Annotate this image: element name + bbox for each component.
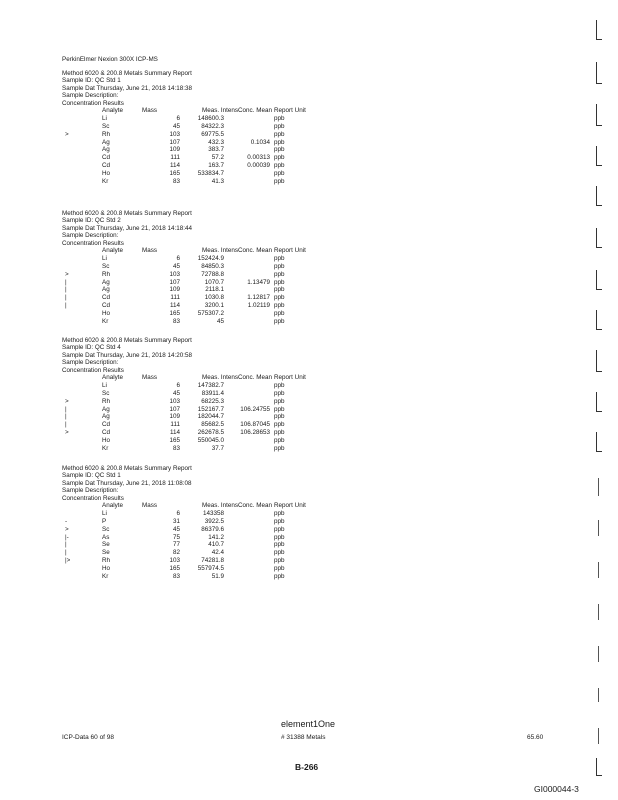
analyte-cell: Li bbox=[102, 114, 107, 122]
column-header-row bbox=[62, 374, 402, 382]
document-id: GI000044-3 bbox=[534, 784, 579, 794]
mass-cell: 6 bbox=[176, 254, 180, 262]
row-flag: | bbox=[65, 549, 67, 557]
mass-cell: 82 bbox=[172, 549, 180, 557]
table-row bbox=[62, 406, 402, 414]
unit-cell: ppb bbox=[274, 389, 285, 397]
analyte-cell: Kr bbox=[102, 444, 109, 452]
company-logo: element1One bbox=[281, 719, 336, 729]
unit-cell: ppb bbox=[274, 130, 285, 138]
table-row bbox=[62, 421, 402, 429]
mass-cell: 165 bbox=[169, 310, 180, 318]
sample-id: Sample ID: QC Std 1 bbox=[62, 472, 121, 480]
conc-cell: 1.13479 bbox=[247, 278, 270, 286]
mass-cell: 109 bbox=[169, 286, 180, 294]
row-flag: | bbox=[65, 302, 67, 310]
mass-cell: 45 bbox=[172, 389, 180, 397]
unit-cell: ppb bbox=[274, 310, 285, 318]
row-flag: > bbox=[65, 130, 69, 138]
analyte-cell: As bbox=[102, 533, 110, 541]
row-flag: |- bbox=[65, 533, 69, 541]
table-row bbox=[62, 510, 402, 518]
bates-number: B-266 bbox=[295, 762, 319, 772]
col-conc: Conc. Mean bbox=[238, 246, 272, 254]
analyte-cell: Ag bbox=[102, 278, 110, 286]
table-row bbox=[62, 445, 402, 453]
mass-cell: 114 bbox=[169, 162, 180, 170]
intensity-cell: 141.2 bbox=[208, 533, 224, 541]
col-mass: Mass bbox=[142, 373, 158, 381]
mass-cell: 75 bbox=[172, 533, 180, 541]
results-label: Concentration Results bbox=[62, 99, 124, 107]
intensity-cell: 143358 bbox=[202, 509, 224, 517]
unit-cell: ppb bbox=[274, 413, 285, 421]
row-flag: | bbox=[65, 405, 67, 413]
intensity-cell: 57.2 bbox=[211, 154, 224, 162]
sample-description: Sample Description: bbox=[62, 359, 119, 367]
intensity-cell: 85682.5 bbox=[201, 421, 224, 429]
sample-date: Sample Dat Thursday, June 21, 2018 14:20:58 bbox=[62, 351, 192, 359]
conc-cell: 106.28653 bbox=[240, 429, 270, 437]
table-row bbox=[62, 178, 402, 186]
scan-edge-mark bbox=[596, 392, 603, 412]
table-row bbox=[62, 526, 402, 534]
analyte-cell: Ag bbox=[102, 146, 110, 154]
analyte-cell: Kr bbox=[102, 572, 109, 580]
mass-cell: 165 bbox=[169, 565, 180, 573]
intensity-cell: 86379.6 bbox=[201, 525, 224, 533]
analyte-cell: Ag bbox=[102, 413, 110, 421]
table-row bbox=[62, 390, 402, 398]
table-row bbox=[62, 294, 402, 302]
mass-cell: 77 bbox=[172, 541, 180, 549]
unit-cell: ppb bbox=[274, 294, 285, 302]
table-row bbox=[62, 302, 402, 310]
unit-cell: ppb bbox=[274, 429, 285, 437]
unit-cell: ppb bbox=[274, 262, 285, 270]
conc-cell: 1.02119 bbox=[247, 302, 270, 310]
analyte-cell: Rh bbox=[102, 397, 111, 405]
col-intensity: Meas. Intens bbox=[202, 373, 239, 381]
table-row bbox=[62, 115, 402, 123]
conc-cell: 1.12817 bbox=[247, 294, 270, 302]
analyte-cell: Ho bbox=[102, 170, 111, 178]
unit-cell: ppb bbox=[274, 254, 285, 262]
mass-cell: 45 bbox=[172, 262, 180, 270]
intensity-cell: 533834.7 bbox=[197, 170, 224, 178]
table-row bbox=[62, 437, 402, 445]
mass-cell: 83 bbox=[172, 177, 180, 185]
intensity-cell: 51.9 bbox=[211, 572, 224, 580]
method-line: Method 6020 & 200.8 Metals Summary Report bbox=[62, 337, 192, 344]
mass-cell: 111 bbox=[170, 421, 180, 429]
col-mass: Mass bbox=[142, 501, 158, 509]
intensity-cell: 84850.3 bbox=[201, 262, 224, 270]
mass-cell: 103 bbox=[169, 270, 180, 278]
row-flag: > bbox=[65, 429, 69, 437]
table-row bbox=[62, 541, 402, 549]
results-label: Concentration Results bbox=[62, 494, 124, 502]
unit-cell: ppb bbox=[274, 317, 285, 325]
intensity-cell: 182044.7 bbox=[197, 413, 224, 421]
mass-cell: 6 bbox=[176, 381, 180, 389]
scan-edge-mark bbox=[596, 186, 603, 206]
analyte-cell: Cd bbox=[102, 302, 111, 310]
unit-cell: ppb bbox=[274, 177, 285, 185]
scan-edge-mark bbox=[596, 104, 603, 126]
table-row bbox=[62, 263, 402, 271]
unit-cell: ppb bbox=[274, 533, 285, 541]
unit-cell: ppb bbox=[274, 525, 285, 533]
unit-cell: ppb bbox=[274, 541, 285, 549]
scan-edge-mark bbox=[596, 310, 603, 330]
sample-id: Sample ID: QC Std 1 bbox=[62, 77, 121, 85]
intensity-cell: 45 bbox=[216, 317, 224, 325]
analyte-cell: Rh bbox=[102, 270, 111, 278]
table-row bbox=[62, 534, 402, 542]
analyte-cell: Li bbox=[102, 509, 107, 517]
sample-id: Sample ID: QC Std 4 bbox=[62, 344, 121, 352]
unit-cell: ppb bbox=[274, 270, 285, 278]
unit-cell: ppb bbox=[274, 405, 285, 413]
mass-cell: 107 bbox=[169, 138, 180, 146]
col-intensity: Meas. Intens bbox=[202, 106, 239, 114]
mass-cell: 103 bbox=[169, 557, 180, 565]
col-conc: Conc. Mean bbox=[238, 106, 272, 114]
section-header bbox=[62, 337, 402, 374]
scan-edge-mark bbox=[596, 350, 603, 372]
analyte-cell: Sc bbox=[102, 122, 110, 130]
col-conc: Conc. Mean bbox=[238, 501, 272, 509]
intensity-cell: 69775.5 bbox=[201, 130, 224, 138]
report-section bbox=[62, 337, 402, 453]
scan-edge-mark bbox=[596, 146, 603, 166]
analyte-cell: Se bbox=[102, 541, 110, 549]
table-row bbox=[62, 398, 402, 406]
table-row bbox=[62, 154, 402, 162]
col-analyte: Analyte bbox=[102, 373, 124, 381]
conc-cell: 106.87045 bbox=[240, 421, 270, 429]
col-mass: Mass bbox=[142, 246, 158, 254]
project-number: # 31388 Metals bbox=[281, 734, 326, 741]
unit-cell: ppb bbox=[274, 381, 285, 389]
table-row bbox=[62, 382, 402, 390]
unit-cell: ppb bbox=[274, 572, 285, 580]
col-unit: Report Unit bbox=[274, 106, 306, 114]
analyte-cell: Cd bbox=[102, 421, 111, 429]
analyte-cell: Li bbox=[102, 381, 107, 389]
table-row bbox=[62, 429, 402, 437]
table-row bbox=[62, 271, 402, 279]
table-row bbox=[62, 139, 402, 147]
table-row bbox=[62, 549, 402, 557]
table-row bbox=[62, 310, 402, 318]
intensity-cell: 37.7 bbox=[211, 444, 224, 452]
row-flag: > bbox=[65, 397, 69, 405]
row-flag: > bbox=[65, 525, 69, 533]
reference-number: 65.60 bbox=[527, 734, 544, 741]
mass-cell: 114 bbox=[169, 429, 180, 437]
mass-cell: 31 bbox=[172, 517, 180, 525]
intensity-cell: 3922.5 bbox=[204, 517, 224, 525]
conc-cell: 0.00039 bbox=[247, 162, 270, 170]
sample-date: Sample Dat Thursday, June 21, 2018 14:18:44 bbox=[62, 224, 192, 232]
intensity-cell: 3200.1 bbox=[204, 302, 224, 310]
sample-date: Sample Dat Thursday, June 21, 2018 11:08:08 bbox=[62, 479, 192, 487]
intensity-cell: 152167.7 bbox=[197, 405, 224, 413]
intensity-cell: 148600.3 bbox=[197, 114, 224, 122]
scan-edge-mark bbox=[596, 758, 603, 776]
intensity-cell: 557974.5 bbox=[197, 565, 224, 573]
analyte-cell: Kr bbox=[102, 177, 109, 185]
intensity-cell: 74281.8 bbox=[201, 557, 224, 565]
section-header bbox=[62, 210, 402, 247]
mass-cell: 111 bbox=[170, 154, 180, 162]
analyte-cell: Se bbox=[102, 549, 110, 557]
analyte-cell: Ag bbox=[102, 405, 110, 413]
col-analyte: Analyte bbox=[102, 246, 124, 254]
sample-date: Sample Dat Thursday, June 21, 2018 14:18:38 bbox=[62, 84, 192, 92]
sample-description: Sample Description: bbox=[62, 487, 119, 495]
col-unit: Report Unit bbox=[274, 246, 306, 254]
intensity-cell: 2118.1 bbox=[205, 286, 224, 294]
intensity-cell: 410.7 bbox=[208, 541, 224, 549]
analyte-cell: Ho bbox=[102, 310, 111, 318]
analyte-cell: Rh bbox=[102, 557, 111, 565]
unit-cell: ppb bbox=[274, 565, 285, 573]
column-header-row bbox=[62, 247, 402, 255]
scan-edge-mark bbox=[596, 62, 603, 84]
row-flag: | bbox=[65, 286, 67, 294]
col-unit: Report Unit bbox=[274, 501, 306, 509]
sample-description: Sample Description: bbox=[62, 232, 119, 240]
column-header-row bbox=[62, 502, 402, 510]
table-row bbox=[62, 518, 402, 526]
unit-cell: ppb bbox=[274, 549, 285, 557]
analyte-cell: Ho bbox=[102, 565, 111, 573]
mass-cell: 165 bbox=[169, 437, 180, 445]
unit-cell: ppb bbox=[274, 154, 285, 162]
unit-cell: ppb bbox=[274, 122, 285, 130]
page-counter: ICP-Data 60 of 98 bbox=[62, 734, 115, 741]
unit-cell: ppb bbox=[274, 517, 285, 525]
col-conc: Conc. Mean bbox=[238, 373, 272, 381]
analyte-cell: Sc bbox=[102, 262, 110, 270]
intensity-cell: 383.7 bbox=[208, 146, 224, 154]
analyte-cell: Ho bbox=[102, 437, 111, 445]
analyte-cell: Cd bbox=[102, 429, 111, 437]
mass-cell: 109 bbox=[169, 146, 180, 154]
report-section bbox=[62, 465, 402, 581]
unit-cell: ppb bbox=[274, 437, 285, 445]
scan-edge-mark bbox=[598, 646, 599, 662]
intensity-cell: 152424.9 bbox=[197, 254, 224, 262]
table-row bbox=[62, 279, 402, 287]
table-row bbox=[62, 146, 402, 154]
scan-edge-mark bbox=[596, 228, 603, 248]
mass-cell: 45 bbox=[172, 525, 180, 533]
report-section bbox=[62, 70, 402, 186]
result-rows bbox=[62, 382, 402, 453]
method-line: Method 6020 & 200.8 Metals Summary Report bbox=[62, 210, 192, 217]
analyte-cell: Cd bbox=[102, 154, 111, 162]
intensity-cell: 1070.7 bbox=[204, 278, 224, 286]
results-label: Concentration Results bbox=[62, 366, 124, 374]
section-header bbox=[62, 70, 402, 107]
table-row bbox=[62, 170, 402, 178]
col-analyte: Analyte bbox=[102, 106, 124, 114]
row-flag: |> bbox=[65, 557, 71, 565]
row-flag: | bbox=[65, 294, 67, 302]
mass-cell: 83 bbox=[172, 444, 180, 452]
analyte-cell: Sc bbox=[102, 389, 110, 397]
scan-edge-mark bbox=[596, 20, 603, 40]
analyte-cell: Li bbox=[102, 254, 107, 262]
mass-cell: 114 bbox=[169, 302, 180, 310]
unit-cell: ppb bbox=[274, 278, 285, 286]
mass-cell: 165 bbox=[169, 170, 180, 178]
mass-cell: 6 bbox=[176, 114, 180, 122]
intensity-cell: 262678.5 bbox=[197, 429, 224, 437]
table-row bbox=[62, 573, 402, 581]
unit-cell: ppb bbox=[274, 557, 285, 565]
result-rows bbox=[62, 255, 402, 326]
row-flag: > bbox=[65, 270, 69, 278]
table-row bbox=[62, 131, 402, 139]
scan-edge-mark bbox=[598, 478, 599, 496]
sample-description: Sample Description: bbox=[62, 92, 119, 100]
table-row bbox=[62, 286, 402, 294]
table-row bbox=[62, 557, 402, 565]
intensity-cell: 432.3 bbox=[208, 138, 224, 146]
col-mass: Mass bbox=[142, 106, 158, 114]
intensity-cell: 1030.8 bbox=[204, 294, 224, 302]
row-flag: | bbox=[65, 541, 67, 549]
mass-cell: 103 bbox=[169, 130, 180, 138]
unit-cell: ppb bbox=[274, 421, 285, 429]
mass-cell: 6 bbox=[176, 509, 180, 517]
analyte-cell: Sc bbox=[102, 525, 110, 533]
scan-edge-mark bbox=[598, 520, 599, 536]
mass-cell: 103 bbox=[169, 397, 180, 405]
row-flag: | bbox=[65, 278, 67, 286]
analyte-cell: Rh bbox=[102, 130, 111, 138]
mass-cell: 107 bbox=[169, 405, 180, 413]
analyte-cell: Cd bbox=[102, 294, 111, 302]
analyte-cell: P bbox=[102, 517, 107, 525]
row-flag: | bbox=[65, 421, 67, 429]
instrument-title: PerkinElmer Nexion 300X ICP-MS bbox=[62, 56, 158, 63]
sample-id: Sample ID: QC Std 2 bbox=[62, 217, 121, 225]
col-intensity: Meas. Intens bbox=[202, 501, 239, 509]
mass-cell: 45 bbox=[172, 122, 180, 130]
mass-cell: 111 bbox=[170, 294, 180, 302]
intensity-cell: 163.7 bbox=[208, 162, 224, 170]
section-header bbox=[62, 465, 402, 502]
col-analyte: Analyte bbox=[102, 501, 124, 509]
mass-cell: 107 bbox=[169, 278, 180, 286]
table-row bbox=[62, 162, 402, 170]
table-row bbox=[62, 565, 402, 573]
conc-cell: 0.1034 bbox=[250, 138, 270, 146]
scan-edge-mark bbox=[598, 688, 599, 702]
mass-cell: 109 bbox=[169, 413, 180, 421]
col-intensity: Meas. Intens bbox=[202, 246, 239, 254]
row-flag: - bbox=[65, 517, 68, 525]
intensity-cell: 72788.8 bbox=[201, 270, 224, 278]
scan-edge-mark bbox=[598, 728, 599, 744]
result-rows bbox=[62, 510, 402, 581]
col-unit: Report Unit bbox=[274, 373, 306, 381]
intensity-cell: 41.3 bbox=[211, 177, 224, 185]
scan-edge-mark bbox=[596, 270, 603, 290]
intensity-cell: 550045.0 bbox=[197, 437, 224, 445]
intensity-cell: 83911.4 bbox=[201, 389, 224, 397]
unit-cell: ppb bbox=[274, 286, 285, 294]
results-label: Concentration Results bbox=[62, 239, 124, 247]
scan-edge-mark bbox=[598, 562, 599, 578]
unit-cell: ppb bbox=[274, 509, 285, 517]
conc-cell: 0.00313 bbox=[247, 154, 270, 162]
analyte-cell: Kr bbox=[102, 317, 109, 325]
report-section bbox=[62, 210, 402, 326]
table-row bbox=[62, 318, 402, 326]
scan-edge-mark bbox=[596, 432, 603, 452]
unit-cell: ppb bbox=[274, 138, 285, 146]
unit-cell: ppb bbox=[274, 146, 285, 154]
analyte-cell: Ag bbox=[102, 286, 110, 294]
column-header-row bbox=[62, 107, 402, 115]
unit-cell: ppb bbox=[274, 114, 285, 122]
method-line: Method 6020 & 200.8 Metals Summary Report bbox=[62, 465, 192, 472]
intensity-cell: 147382.7 bbox=[197, 381, 224, 389]
scan-edge-mark bbox=[598, 604, 599, 620]
intensity-cell: 42.4 bbox=[211, 549, 224, 557]
mass-cell: 83 bbox=[172, 572, 180, 580]
unit-cell: ppb bbox=[274, 397, 285, 405]
row-flag: | bbox=[65, 413, 67, 421]
unit-cell: ppb bbox=[274, 302, 285, 310]
table-row bbox=[62, 123, 402, 131]
mass-cell: 83 bbox=[172, 317, 180, 325]
table-row bbox=[62, 255, 402, 263]
result-rows bbox=[62, 115, 402, 186]
intensity-cell: 84322.3 bbox=[201, 122, 224, 130]
table-row bbox=[62, 413, 402, 421]
unit-cell: ppb bbox=[274, 444, 285, 452]
method-line: Method 6020 & 200.8 Metals Summary Report bbox=[62, 70, 192, 77]
analyte-cell: Cd bbox=[102, 162, 111, 170]
conc-cell: 106.24755 bbox=[240, 405, 270, 413]
unit-cell: ppb bbox=[274, 162, 285, 170]
unit-cell: ppb bbox=[274, 170, 285, 178]
intensity-cell: 68225.3 bbox=[201, 397, 224, 405]
intensity-cell: 575307.2 bbox=[197, 310, 224, 318]
analyte-cell: Ag bbox=[102, 138, 110, 146]
